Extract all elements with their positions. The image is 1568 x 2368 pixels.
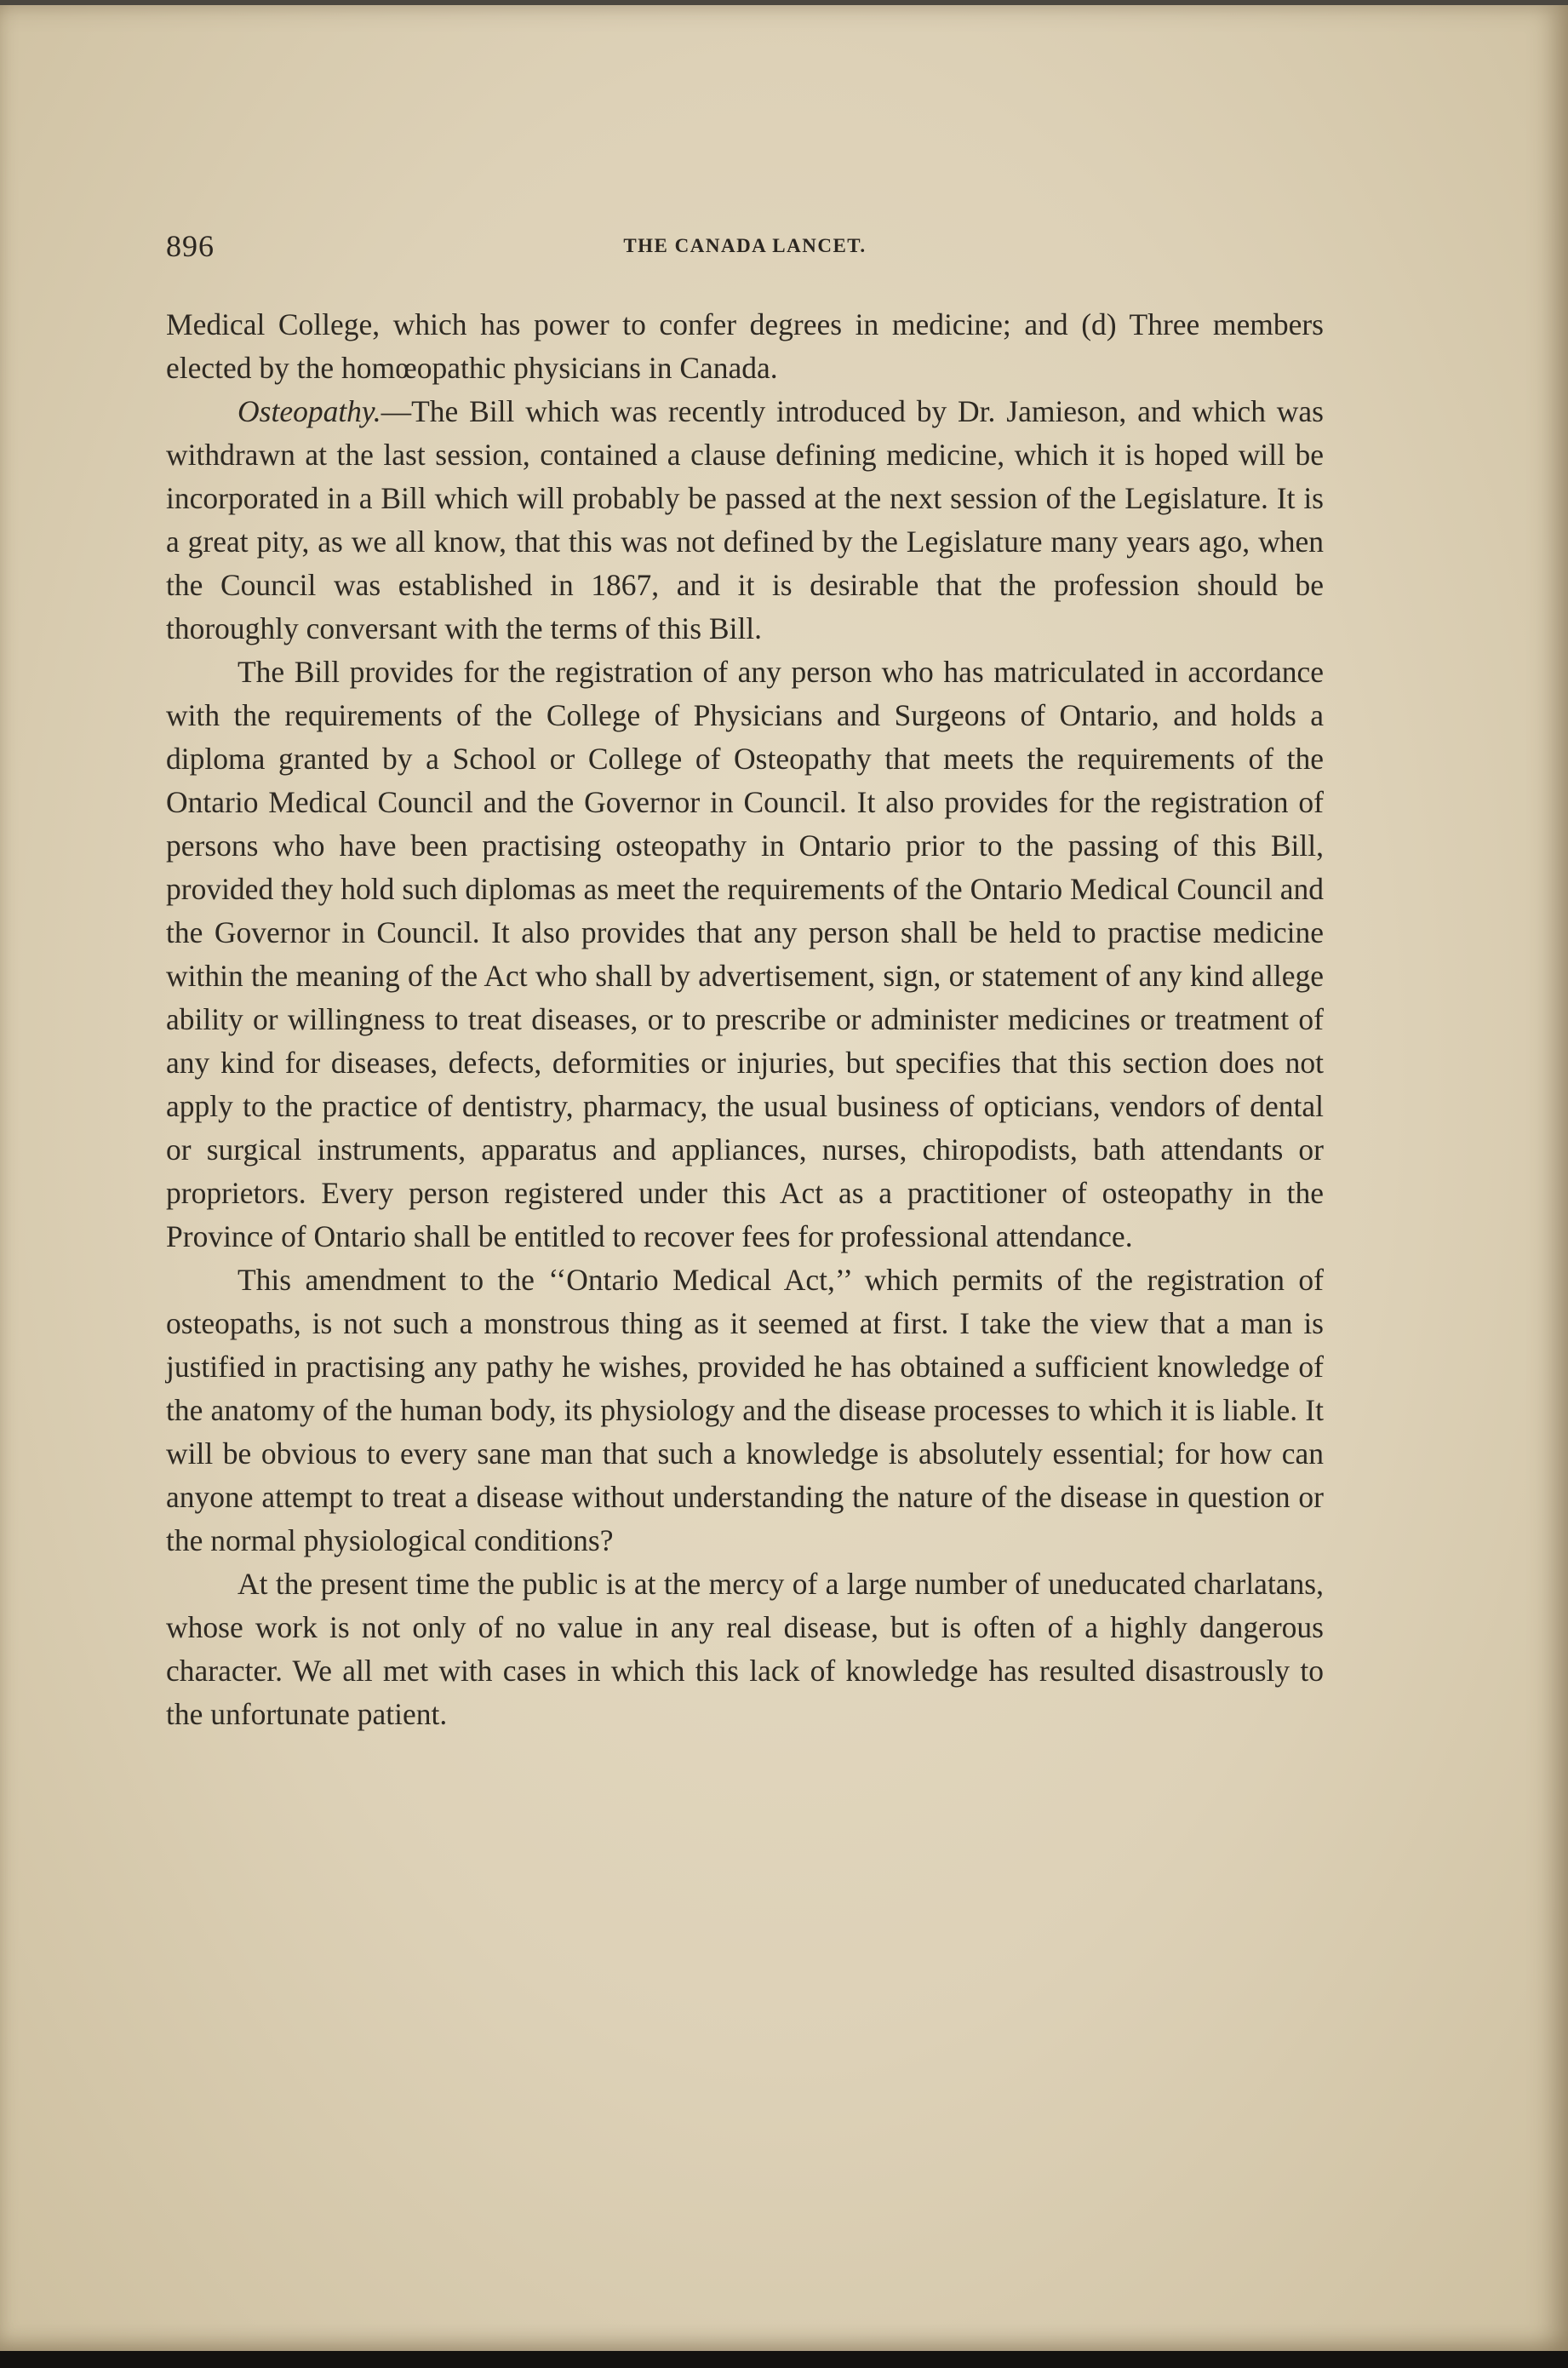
paragraph-1: Medical College, which has power to confer degrees in medicine; and (d) Three members elected by the homœopathic physicians in Canada. xyxy=(166,307,1324,385)
journal-title: THE CANADA LANCET. xyxy=(623,235,867,256)
paragraph-osteopathy xyxy=(166,390,1324,651)
paragraph-osteopathy-text: —The Bill which was recently introduced by Dr. Jamieson, and which was withdrawn at the last session, contained a clause defining medicine, which it is hoped will be incorporated in a Bill which will probably be passed at the next session of the Legislature. It is a great pity, as we all know, that this was not defined by the Legislature many years ago, when the Council was established in 1867, and it is desirable that the profession should be thoroughly conversant with the terms of this Bill. xyxy=(166,394,1324,645)
section-heading-osteopathy: Osteopathy. xyxy=(237,394,381,428)
bottom-page-edge xyxy=(0,2351,1568,2368)
article-body xyxy=(166,303,1324,1736)
paragraph-5: At the present time the public is at the mercy of a large number of uneducated charlatans, whose work is not only of no value in any real disease, but is often of a highly dangerous character. We all met with cases in which this lack of knowledge has resulted disastrously to the unfortunate patient. xyxy=(166,1567,1324,1731)
running-head xyxy=(166,228,1324,266)
paragraph-4: This amendment to the ‘‘Ontario Medical Act,’’ which permits of the registration of osteopaths, is not such a monstrous thing as it seemed at first. I take the view that a man is justified in practising any pathy he wishes, provided he has obtained a sufficient knowledge of the anatomy of the human body, its physiology and the disease processes to which it is liable. It will be obvious to every sane man that such a knowledge is absolutely essential; for how can anyone attempt to treat a disease without understanding the nature of the disease in question or the normal physiological conditions? xyxy=(166,1263,1324,1557)
paragraph-3: The Bill provides for the registration of any person who has matriculated in accordance with the requirements of the College of Physicians and Surgeons of Ontario, and holds a diploma granted by a School or College of Osteopathy that meets the requirements of the Ontario Medical Council and the Governor in Council. It also provides for the registration of persons who have been practising osteopathy in Ontario prior to the passing of this Bill, provided they hold such diplomas as meet the requirements of the Ontario Medical Council and the Governor in Council. It also provides that any person shall be held to practise medicine within the meaning of the Act who shall by advertisement, sign, or statement of any kind allege ability or willingness to treat diseases, or to prescribe or administer medicines or treatment of any kind for diseases, defects, deformities or injuries, but specifies that this section does not apply to the practice of dentistry, pharmacy, the usual business of opticians, vendors of dental or surgical instruments, apparatus and appliances, nurses, chiropodists, bath attendants or proprietors. Every person registered under this Act as a practitioner of osteopathy in the Province of Ontario shall be entitled to recover fees for professional attendance. xyxy=(166,655,1324,1253)
page-number: 896 xyxy=(166,229,215,263)
